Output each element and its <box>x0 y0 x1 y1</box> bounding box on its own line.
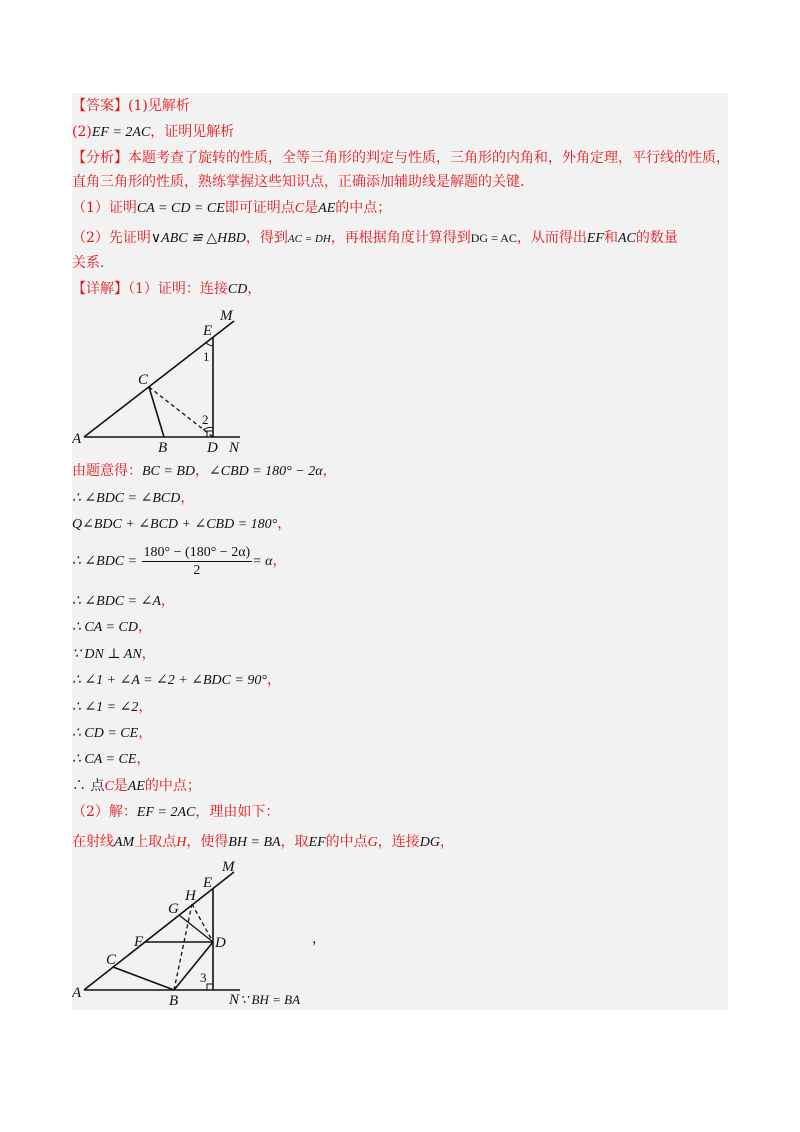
detail-heading <box>72 279 261 300</box>
math-expr: C <box>294 201 305 216</box>
math-expr: BH = BA <box>228 835 281 850</box>
text-span: （1）证明 <box>72 200 137 216</box>
fraction <box>142 544 253 579</box>
math-expr: C <box>104 779 114 794</box>
label-b: B <box>169 993 179 1008</box>
proof-step-5 <box>72 591 175 612</box>
text-span: ， <box>272 553 287 569</box>
text-span: ， <box>141 646 156 662</box>
math-expr: ∴ ∠1 = ∠2 <box>72 700 139 715</box>
analysis-text: 【分析】本题考查了旋转的性质，全等三角形的判定与性质，三角形的内角和，外角定理，平行线的性质， <box>72 150 730 166</box>
fraction-denominator: 2 <box>193 562 201 578</box>
math-expr: AE <box>127 779 145 794</box>
math-expr: ∴ ∠BDC = <box>72 554 138 569</box>
analysis-step-1 <box>72 198 391 219</box>
text-span: ， <box>136 751 151 767</box>
label-c: C <box>138 372 149 388</box>
math-expr: EF <box>308 835 326 850</box>
proof-step-1 <box>72 461 337 482</box>
text-span: ，理由如下： <box>195 804 280 820</box>
proof-step-4 <box>72 541 287 582</box>
label-a: A <box>72 431 82 447</box>
text-span: 由题意得： <box>72 463 142 479</box>
text-span: ，取 <box>280 834 309 850</box>
part-number: (2) <box>72 124 92 140</box>
math-expr: ∴ CA = CD <box>72 620 138 635</box>
proof-step-8 <box>72 670 281 691</box>
analysis-text: 直角三角形的性质，熟练掌握这些知识点，正确添加辅助线是解题的关键. <box>72 174 525 190</box>
fraction-numerator: 180° − (180° − 2α) <box>143 544 251 560</box>
text-span: 关系. <box>72 255 105 271</box>
text-span: ，连接 <box>377 834 420 850</box>
label-g: G <box>168 901 179 917</box>
math-expr: = α <box>252 554 273 569</box>
label-f: F <box>134 934 144 950</box>
proof-step-7 <box>72 644 156 665</box>
math-expr: EF = 2AC <box>136 805 196 820</box>
label-n: N <box>229 992 240 1008</box>
segment-hd-dashed <box>192 904 213 942</box>
label-angle-3: 3 <box>200 970 207 985</box>
text-span: （2）先证明 <box>72 230 151 246</box>
math-expr: CD <box>227 282 248 297</box>
text-span: 【详解】（1）证明：连接 <box>72 281 228 297</box>
text-span: ，证明见解析 <box>150 124 235 140</box>
math-expr: DG <box>419 835 441 850</box>
proof-step-2 <box>72 488 194 509</box>
math-expr: EF <box>586 231 604 246</box>
label-a: A <box>72 985 82 1001</box>
math-expr: ∴ ∠BDC = ∠A <box>72 594 161 609</box>
text-span: 上取点 <box>134 834 177 850</box>
math-expr: G <box>367 835 378 850</box>
math-expr: ∴ ∠BDC = ∠BCD <box>72 491 181 506</box>
label-h: H <box>185 888 196 904</box>
answer-text: 【答案】(1)见解析 <box>72 98 190 114</box>
text-span: ∴ 点 <box>72 778 105 794</box>
proof-step-16 <box>240 990 300 1010</box>
math-expr: ∵ DN ⊥ AN <box>72 647 142 662</box>
analysis-line-1 <box>72 148 730 168</box>
segment-bd <box>174 942 213 990</box>
label-angle-2: 2 <box>202 412 209 427</box>
label-angle-1: 1 <box>203 349 210 364</box>
text-span: ， <box>247 281 262 297</box>
analysis-line-2 <box>72 172 524 192</box>
math-expr: AC <box>617 231 636 246</box>
text-span: 的中点； <box>335 200 392 216</box>
label-n: N <box>229 440 240 456</box>
text-span: ，再根据角度计算得到 <box>330 230 471 246</box>
proof-step-10 <box>72 723 152 744</box>
text-span: ， <box>312 931 326 947</box>
segment-gd <box>179 915 213 942</box>
text-span: ， <box>277 516 292 532</box>
text-span: 的数量 <box>635 230 678 246</box>
text-span: ， <box>137 619 152 635</box>
text-span: ， <box>160 593 175 609</box>
text-span: 在射线 <box>72 834 114 850</box>
math-expr: ∴ CA = CE <box>72 752 137 767</box>
text-span: ，使得 <box>186 834 229 850</box>
analysis-step-2 <box>72 228 678 249</box>
label-m: M <box>220 308 233 324</box>
part2-heading <box>72 802 279 823</box>
math-expr: ∵ BH = BA <box>240 992 301 1007</box>
math-expr: AC = DH <box>287 233 331 245</box>
label-c: C <box>106 952 117 968</box>
label-e: E <box>203 323 213 339</box>
text-span: 和 <box>603 230 618 246</box>
text-span: ， <box>267 672 282 688</box>
angle-1-arc <box>206 343 213 346</box>
proof-step-9 <box>72 697 152 718</box>
analysis-step-2-cont <box>72 253 104 273</box>
label-m: M <box>222 860 235 875</box>
math-expr: Q∠BDC + ∠BCD + ∠CBD = 180° <box>72 517 278 532</box>
math-expr: AE <box>318 201 336 216</box>
text-span: ， <box>138 725 153 741</box>
text-span: ， <box>180 490 195 506</box>
document-page <box>72 93 728 1010</box>
math-expr: ∠CBD = 180° − 2α <box>209 464 323 479</box>
geometry-figure-2 <box>72 860 312 1008</box>
text-span: 的中点； <box>144 778 201 794</box>
text-span: ，从而得出 <box>516 230 587 246</box>
text-span: ，得到 <box>245 230 288 246</box>
trailing-comma <box>312 929 326 949</box>
text-span: ， <box>195 463 209 479</box>
label-b: B <box>158 440 168 456</box>
segment-cb <box>149 387 164 437</box>
proof-step-11 <box>72 749 150 770</box>
math-expr: DG = AC <box>470 231 517 245</box>
text-span: 即可证明点 <box>224 200 295 216</box>
math-expr: ∨ABC ≌ △HBD <box>150 231 246 246</box>
text-span: ， <box>138 699 153 715</box>
part2-construction <box>72 832 454 853</box>
right-angle-mark <box>207 984 213 990</box>
text-span: 是 <box>304 200 319 216</box>
text-span: ， <box>440 834 455 850</box>
math-expr: AM <box>114 835 135 850</box>
label-d: D <box>215 935 226 951</box>
math-expr: EF = 2AC <box>91 125 151 140</box>
text-span: （2）解： <box>72 804 137 820</box>
label-d: D <box>207 440 218 456</box>
math-expr: BC = BD <box>142 464 195 479</box>
geometry-figure-1 <box>72 306 272 456</box>
answer-part2-line <box>72 122 234 143</box>
label-e: E <box>203 875 213 891</box>
math-expr: H <box>176 835 187 850</box>
math-expr: CA = CD = CE <box>136 201 225 216</box>
text-span: ， <box>322 463 337 479</box>
proof-step-6 <box>72 617 152 638</box>
proof-step-12 <box>72 776 201 797</box>
text-span: 的中点 <box>325 834 368 850</box>
math-expr: ∴ CD = CE <box>72 726 139 741</box>
proof-step-3 <box>72 514 291 535</box>
text-span: 是 <box>113 778 128 794</box>
segment-cb <box>113 967 174 990</box>
answer-line <box>72 96 190 116</box>
angle-2-arc <box>203 427 213 430</box>
math-expr: ∴ ∠1 + ∠A = ∠2 + ∠BDC = 90° <box>72 673 268 688</box>
